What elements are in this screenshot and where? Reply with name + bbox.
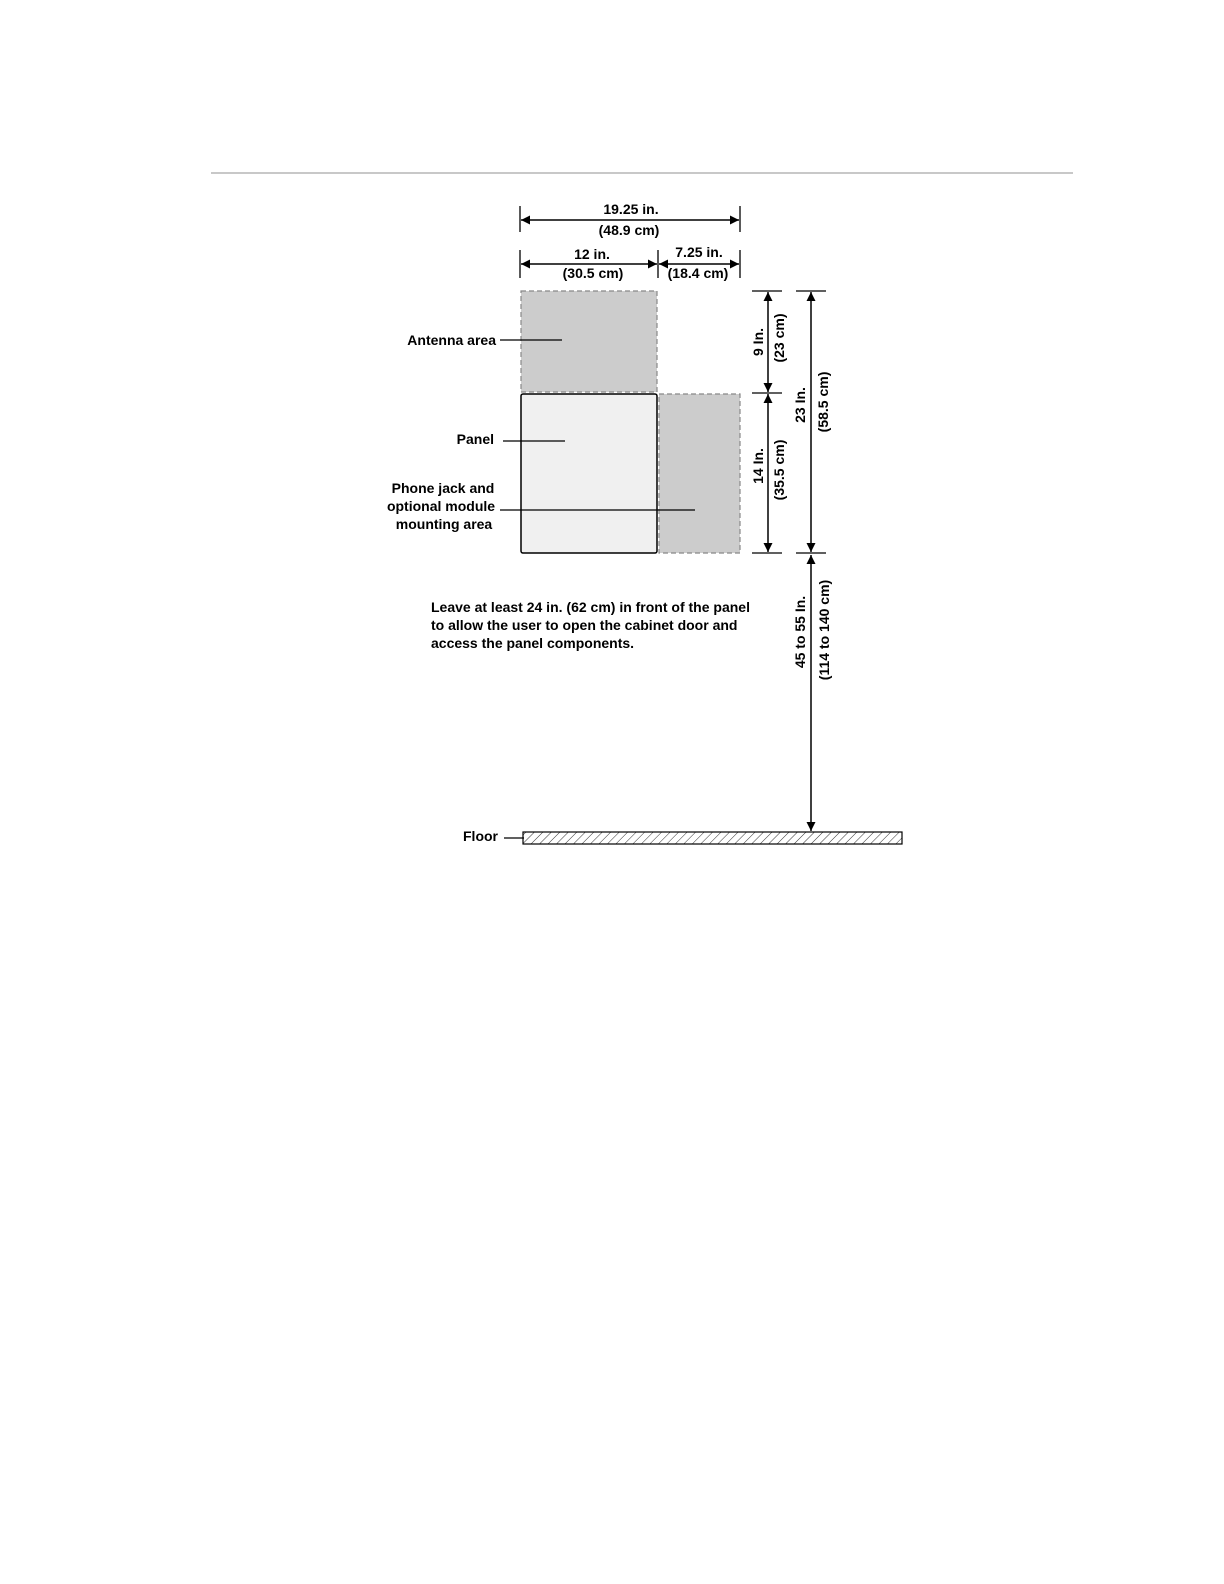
side-width-in-label: 7.25 in. <box>675 244 723 260</box>
phone-module-label-line1: Phone jack and <box>391 480 495 496</box>
floor-height-in-label: 45 to 55 In. <box>792 595 808 669</box>
panel-width-cm-label: (30.5 cm) <box>562 265 624 281</box>
phone-module-label-line3: mounting area <box>395 516 493 532</box>
panel-height-cm-label: (35.5 cm) <box>771 439 787 501</box>
panel-width-in-label: 12 in. <box>574 246 610 262</box>
note-line-3: access the panel components. <box>431 635 635 651</box>
antenna-area-label: Antenna area <box>407 332 496 348</box>
floor <box>463 828 902 844</box>
phone-module-area <box>659 394 740 553</box>
note-line-1: Leave at least 24 in. (62 cm) in front of the panel <box>431 599 750 615</box>
total-height-in-label: 23 In. <box>792 387 808 423</box>
inner-height-dimensions <box>750 291 787 553</box>
antenna-area <box>521 291 657 392</box>
sub-width-dimensions <box>520 244 740 281</box>
total-width-in-label: 19.25 in. <box>603 201 659 217</box>
antenna-height-in-label: 9 In. <box>750 327 766 357</box>
floor-height-dimension <box>792 555 832 831</box>
antenna-height-cm-label: (23 cm) <box>771 313 787 363</box>
floor-hatch <box>523 832 902 844</box>
clearance-note <box>431 599 750 651</box>
total-width-cm-label: (48.9 cm) <box>598 222 660 238</box>
panel-height-in-label: 14 In. <box>750 448 766 484</box>
total-width-dimension <box>520 201 740 238</box>
phone-module-label-line2: optional module <box>386 498 496 514</box>
total-height-dimension <box>792 291 831 553</box>
panel-label: Panel <box>456 431 494 447</box>
note-line-2: to allow the user to open the cabinet door and <box>431 617 738 633</box>
floor-label: Floor <box>463 828 498 844</box>
floor-height-cm-label: (114 to 140 cm) <box>816 579 832 681</box>
total-height-cm-label: (58.5 cm) <box>815 371 831 433</box>
side-width-cm-label: (18.4 cm) <box>667 265 729 281</box>
panel-box <box>521 394 657 553</box>
